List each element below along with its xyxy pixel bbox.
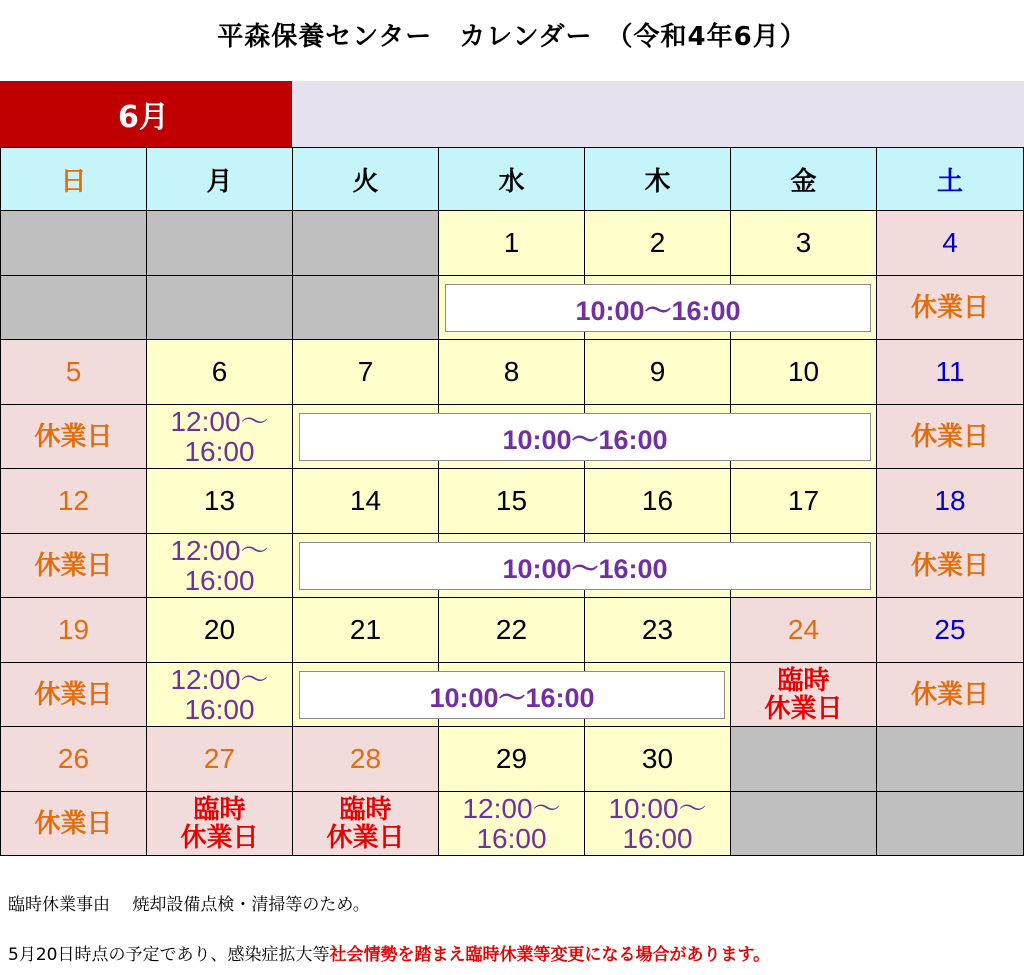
day-number: 13 — [203, 485, 236, 516]
temporary-closure-label: 臨時 休業日 — [764, 665, 843, 724]
day-cell-19 — [0, 598, 147, 727]
day-cell-4 — [877, 211, 1024, 340]
cell-divider — [1, 275, 146, 276]
temporary-closure-label: 臨時 休業日 — [180, 794, 259, 853]
opening-hours: 10:00～ 16:00 — [608, 792, 707, 854]
day-number: 10 — [787, 356, 820, 387]
cell-divider — [293, 404, 438, 405]
day-cell-6 — [147, 340, 293, 469]
month-tab — [0, 81, 292, 147]
day-cell-24 — [731, 598, 877, 727]
weekday-header-mon: 月 — [147, 147, 293, 211]
day-number: 29 — [495, 743, 528, 774]
cell-divider — [439, 533, 584, 534]
day-number: 28 — [349, 743, 382, 774]
day-cell-20 — [147, 598, 293, 727]
day-cell-29 — [439, 727, 585, 856]
blank-cell — [877, 727, 1024, 856]
day-number: 20 — [203, 614, 236, 645]
opening-hours: 12:00～ 16:00 — [170, 534, 269, 596]
day-cell-11 — [877, 340, 1024, 469]
cell-divider — [731, 275, 876, 276]
cell-divider — [439, 404, 584, 405]
day-number: 4 — [942, 227, 958, 258]
day-number: 27 — [203, 743, 236, 774]
day-cell-5 — [0, 340, 147, 469]
cell-divider — [585, 533, 730, 534]
opening-hours-span: 10:00～16:00 — [299, 671, 725, 719]
cell-divider — [731, 404, 876, 405]
day-number: 18 — [934, 485, 966, 516]
day-number: 21 — [349, 614, 382, 645]
cell-divider — [731, 791, 876, 792]
day-cell-30 — [585, 727, 731, 856]
closure-reason-note: 臨時休業事由 焼却設備点検・清掃等のため。 — [8, 895, 370, 915]
blank-cell — [147, 211, 293, 340]
day-number: 8 — [503, 356, 520, 387]
day-number: 14 — [349, 485, 382, 516]
day-cell-27 — [147, 727, 293, 856]
blank-cell — [731, 727, 877, 856]
cell-divider — [293, 275, 438, 276]
opening-hours-span: 10:00～16:00 — [299, 542, 871, 590]
closed-day-label: 休業日 — [34, 679, 113, 710]
day-number: 11 — [935, 356, 965, 387]
weekday-header-tue: 火 — [293, 147, 439, 211]
cell-divider — [585, 404, 730, 405]
month-label: 6月 — [118, 100, 169, 135]
day-cell-26 — [0, 727, 147, 856]
weekday-header-thu: 木 — [585, 147, 731, 211]
closed-day-label: 休業日 — [34, 550, 113, 581]
day-number: 7 — [357, 356, 374, 387]
day-cell-12 — [0, 469, 147, 598]
opening-hours: 12:00～ 16:00 — [170, 405, 269, 467]
weekday-header-sun: 日 — [0, 147, 147, 211]
month-bar — [0, 81, 1024, 147]
cell-divider — [585, 275, 730, 276]
closed-day-label: 休業日 — [910, 421, 989, 452]
day-number: 19 — [57, 614, 90, 645]
blank-cell — [0, 211, 147, 340]
cell-divider — [293, 662, 438, 663]
day-number: 24 — [787, 614, 820, 645]
day-number: 6 — [211, 356, 228, 387]
day-number: 2 — [649, 227, 666, 258]
day-number: 3 — [795, 227, 812, 258]
cell-divider — [585, 662, 730, 663]
cell-divider — [439, 275, 584, 276]
day-cell-28 — [293, 727, 439, 856]
closed-day-label: 休業日 — [910, 679, 989, 710]
day-number: 16 — [641, 485, 674, 516]
day-cell-25 — [877, 598, 1024, 727]
closed-day-label: 休業日 — [34, 808, 113, 839]
disclaimer-warning: 社会情勢を踏まえ臨時休業等変更になる場合があります。 — [329, 945, 771, 965]
day-number: 15 — [495, 485, 528, 516]
closed-day-label: 休業日 — [910, 292, 989, 323]
opening-hours: 12:00～ 16:00 — [170, 663, 269, 725]
day-number: 30 — [641, 743, 674, 774]
opening-hours: 12:00～ 16:00 — [462, 792, 561, 854]
day-number: 1 — [503, 227, 520, 258]
day-number: 22 — [495, 614, 528, 645]
day-number: 9 — [649, 356, 666, 387]
cell-divider — [731, 533, 876, 534]
cell-divider — [877, 791, 1023, 792]
cell-divider — [439, 662, 584, 663]
weekday-header-row — [0, 147, 1024, 211]
day-number: 5 — [65, 356, 82, 387]
weekday-header-fri: 金 — [731, 147, 877, 211]
schedule-disclaimer — [8, 940, 770, 965]
opening-hours-span: 10:00～16:00 — [299, 413, 871, 461]
cell-divider — [293, 533, 438, 534]
opening-hours-span: 10:00～16:00 — [445, 284, 871, 332]
cell-divider — [147, 275, 292, 276]
day-number: 17 — [787, 485, 820, 516]
day-number: 23 — [641, 614, 674, 645]
day-cell-13 — [147, 469, 293, 598]
day-number: 26 — [57, 743, 90, 774]
weekday-header-wed: 水 — [439, 147, 585, 211]
page-title: 平森保養センター カレンダー （令和4年6月） — [217, 22, 807, 52]
disclaimer-prefix: 5月20日時点の予定であり、感染症拡大等 — [8, 945, 330, 965]
blank-cell — [293, 211, 439, 340]
day-cell-18 — [877, 469, 1024, 598]
calendar-grid — [0, 147, 1024, 860]
closed-day-label: 休業日 — [910, 550, 989, 581]
closed-day-label: 休業日 — [34, 421, 113, 452]
day-number: 12 — [57, 485, 90, 516]
weekday-header-sat: 土 — [877, 147, 1024, 211]
temporary-closure-label: 臨時 休業日 — [326, 794, 405, 853]
day-number: 25 — [934, 614, 966, 645]
